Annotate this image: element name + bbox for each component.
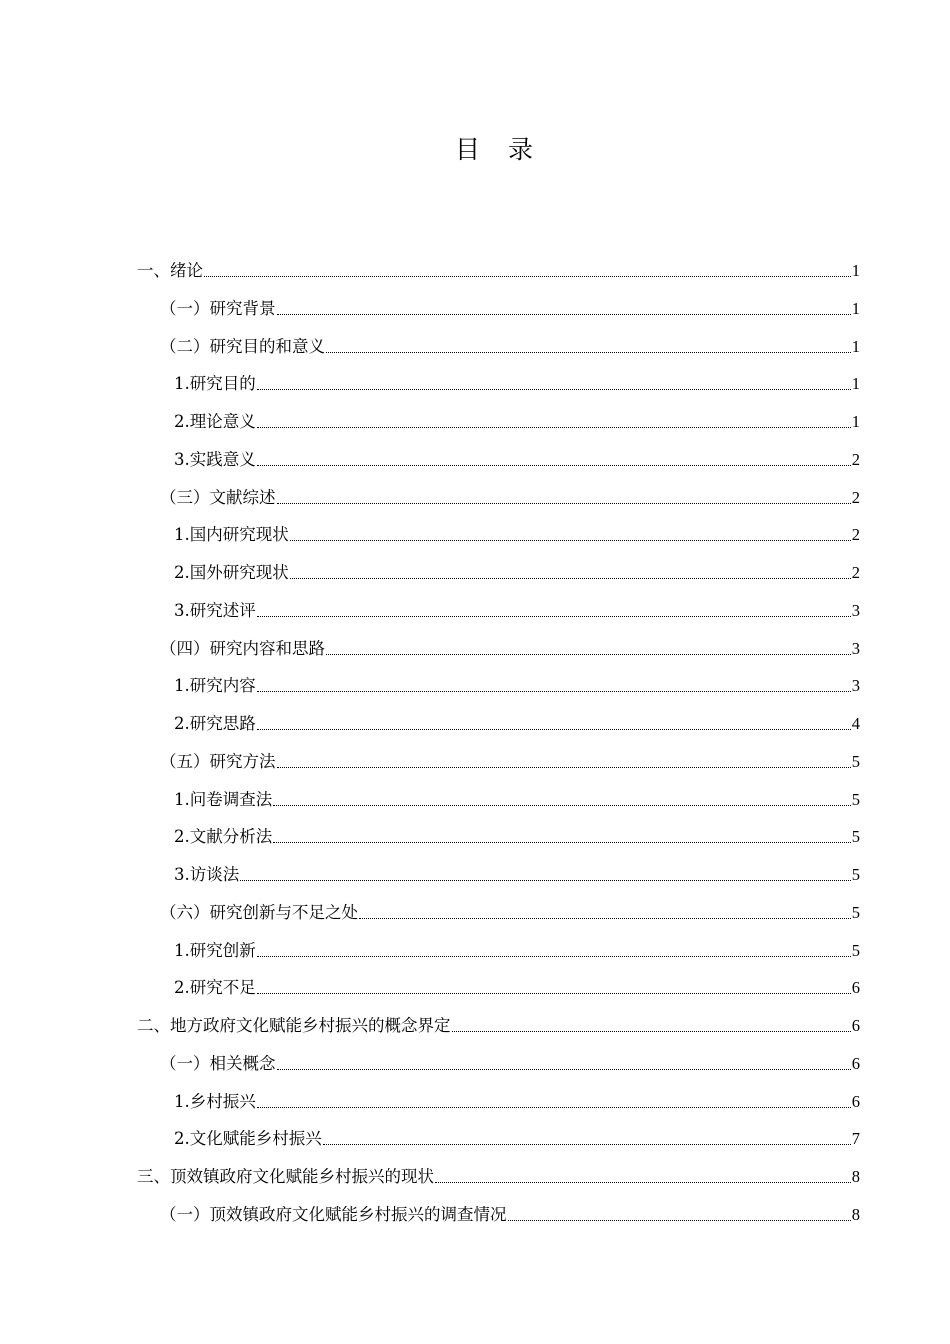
toc-dot-leader: [273, 805, 851, 806]
toc-entry-page-number: 5: [851, 865, 860, 884]
toc-entry[interactable]: [174, 703, 860, 735]
toc-dot-leader: [290, 578, 851, 579]
toc-entry-page-number: 2: [851, 487, 860, 507]
toc-dot-leader: [359, 918, 851, 919]
toc-entry-page-number: 5: [851, 940, 860, 960]
toc-dot-leader: [257, 1107, 851, 1108]
toc-entry-label: 2.文化赋能乡村振兴: [174, 1129, 322, 1149]
toc-dot-leader: [204, 276, 851, 277]
toc-entry[interactable]: [174, 590, 860, 622]
toc-entry-label: 3.实践意义: [174, 449, 256, 469]
toc-entry-label: （一）相关概念: [160, 1053, 276, 1073]
toc-entry-label: 2.理论意义: [174, 412, 256, 431]
toc-entry[interactable]: [174, 401, 860, 433]
toc-entry-page-number: 1: [851, 298, 860, 318]
toc-dot-leader: [277, 503, 851, 504]
toc-entry-label: 3.研究述评: [174, 600, 256, 620]
toc-entry[interactable]: [160, 1194, 860, 1226]
toc-entry[interactable]: [160, 288, 860, 320]
toc-entry-label: 1.研究目的: [174, 374, 256, 394]
toc-entry[interactable]: [137, 1005, 860, 1037]
toc-entry[interactable]: [174, 552, 860, 584]
toc-dot-leader: [240, 880, 851, 881]
toc-dot-leader: [290, 540, 851, 541]
toc-entry-label: （四）研究内容和思路: [160, 638, 325, 658]
toc-entry[interactable]: [174, 439, 860, 471]
toc-entry[interactable]: [160, 741, 860, 773]
toc-dot-leader: [273, 842, 851, 843]
toc-entry-page-number: 5: [851, 827, 860, 847]
toc-entry-page-number: 5: [851, 751, 860, 771]
toc-entry-page-number: 4: [851, 714, 860, 733]
toc-dot-leader: [435, 1182, 851, 1183]
toc-entry-page-number: 6: [851, 1016, 860, 1035]
toc-entry-label: 2.文献分析法: [174, 827, 273, 847]
toc-entry-label: （二）研究目的和意义: [160, 336, 325, 356]
toc-dot-leader: [257, 691, 851, 692]
toc-entry-page-number: 2: [851, 525, 860, 545]
toc-entry[interactable]: [174, 665, 860, 697]
toc-entry-page-number: 6: [851, 1091, 860, 1111]
toc-entry[interactable]: [160, 477, 860, 509]
toc-entry[interactable]: [174, 854, 860, 886]
toc-entry[interactable]: [137, 1156, 860, 1188]
toc-entry-page-number: 1: [851, 412, 860, 431]
toc-entry[interactable]: [174, 816, 860, 848]
toc-dot-leader: [257, 616, 851, 617]
toc-entry-page-number: 5: [851, 902, 860, 922]
toc-entry-label: 2.国外研究现状: [174, 563, 289, 582]
toc-entry[interactable]: [174, 967, 860, 999]
toc-entry-page-number: 2: [851, 449, 860, 469]
toc-entry-label: 一、绪论: [137, 261, 203, 280]
toc-entry[interactable]: [160, 1043, 860, 1075]
toc-entry-page-number: 3: [851, 600, 860, 620]
toc-entry-label: 1.研究内容: [174, 676, 256, 696]
toc-entry[interactable]: [160, 892, 860, 924]
toc-dot-leader: [257, 427, 851, 428]
toc-entry[interactable]: [160, 628, 860, 660]
toc-dot-leader: [508, 1220, 851, 1221]
toc-dot-leader: [277, 1069, 851, 1070]
toc-entry-label: （六）研究创新与不足之处: [160, 902, 358, 922]
toc-entry-page-number: 5: [851, 789, 860, 809]
toc-entry-page-number: 8: [851, 1204, 860, 1224]
toc-entry-page-number: 3: [851, 676, 860, 696]
toc-entry-label: 二、地方政府文化赋能乡村振兴的概念界定: [137, 1016, 451, 1035]
toc-entry-label: 3.访谈法: [174, 865, 240, 884]
toc-entry-page-number: 1: [851, 261, 860, 280]
toc-entry-page-number: 1: [851, 336, 860, 356]
toc-dot-leader: [326, 654, 851, 655]
toc-dot-leader: [277, 314, 851, 315]
toc-dot-leader: [257, 389, 851, 390]
toc-dot-leader: [257, 956, 851, 957]
toc-dot-leader: [257, 465, 851, 466]
toc-dot-leader: [452, 1031, 851, 1032]
toc-entry[interactable]: [160, 326, 860, 358]
toc-entry-page-number: 2: [851, 563, 860, 582]
toc-entry-page-number: 3: [851, 638, 860, 658]
toc-entry[interactable]: [174, 779, 860, 811]
toc-entry-page-number: 6: [851, 978, 860, 998]
toc-dot-leader: [257, 993, 851, 994]
toc-entry-page-number: 7: [851, 1129, 860, 1149]
toc-entry-label: （三）文献综述: [160, 487, 276, 507]
toc-entry-label: （五）研究方法: [160, 751, 276, 771]
toc-entry-label: 三、顶效镇政府文化赋能乡村振兴的现状: [137, 1167, 434, 1186]
toc-entry[interactable]: [174, 1118, 860, 1150]
toc-entry-label: （一）顶效镇政府文化赋能乡村振兴的调查情况: [160, 1204, 507, 1224]
toc-dot-leader: [277, 767, 851, 768]
toc-entry[interactable]: [174, 930, 860, 962]
toc-entry-label: 2.研究不足: [174, 978, 256, 998]
toc-entry[interactable]: [174, 514, 860, 546]
toc-entry-label: 1.乡村振兴: [174, 1091, 256, 1111]
toc-entry-label: 1.国内研究现状: [174, 525, 289, 545]
toc-dot-leader: [326, 352, 851, 353]
toc-entry[interactable]: [137, 250, 860, 282]
toc-entry-label: （一）研究背景: [160, 298, 276, 318]
toc-entry-page-number: 1: [851, 374, 860, 394]
toc-entry-label: 1.研究创新: [174, 940, 256, 960]
toc-entry-label: 2.研究思路: [174, 714, 256, 733]
toc-entry-page-number: 6: [851, 1053, 860, 1073]
toc-dot-leader: [323, 1144, 851, 1145]
toc-title: 目 录: [455, 135, 543, 164]
toc-entry-label: 1.问卷调查法: [174, 789, 273, 809]
toc-entry[interactable]: [174, 1081, 860, 1113]
toc-entry[interactable]: [174, 363, 860, 395]
toc-dot-leader: [257, 729, 851, 730]
toc-entry-page-number: 8: [851, 1167, 860, 1186]
